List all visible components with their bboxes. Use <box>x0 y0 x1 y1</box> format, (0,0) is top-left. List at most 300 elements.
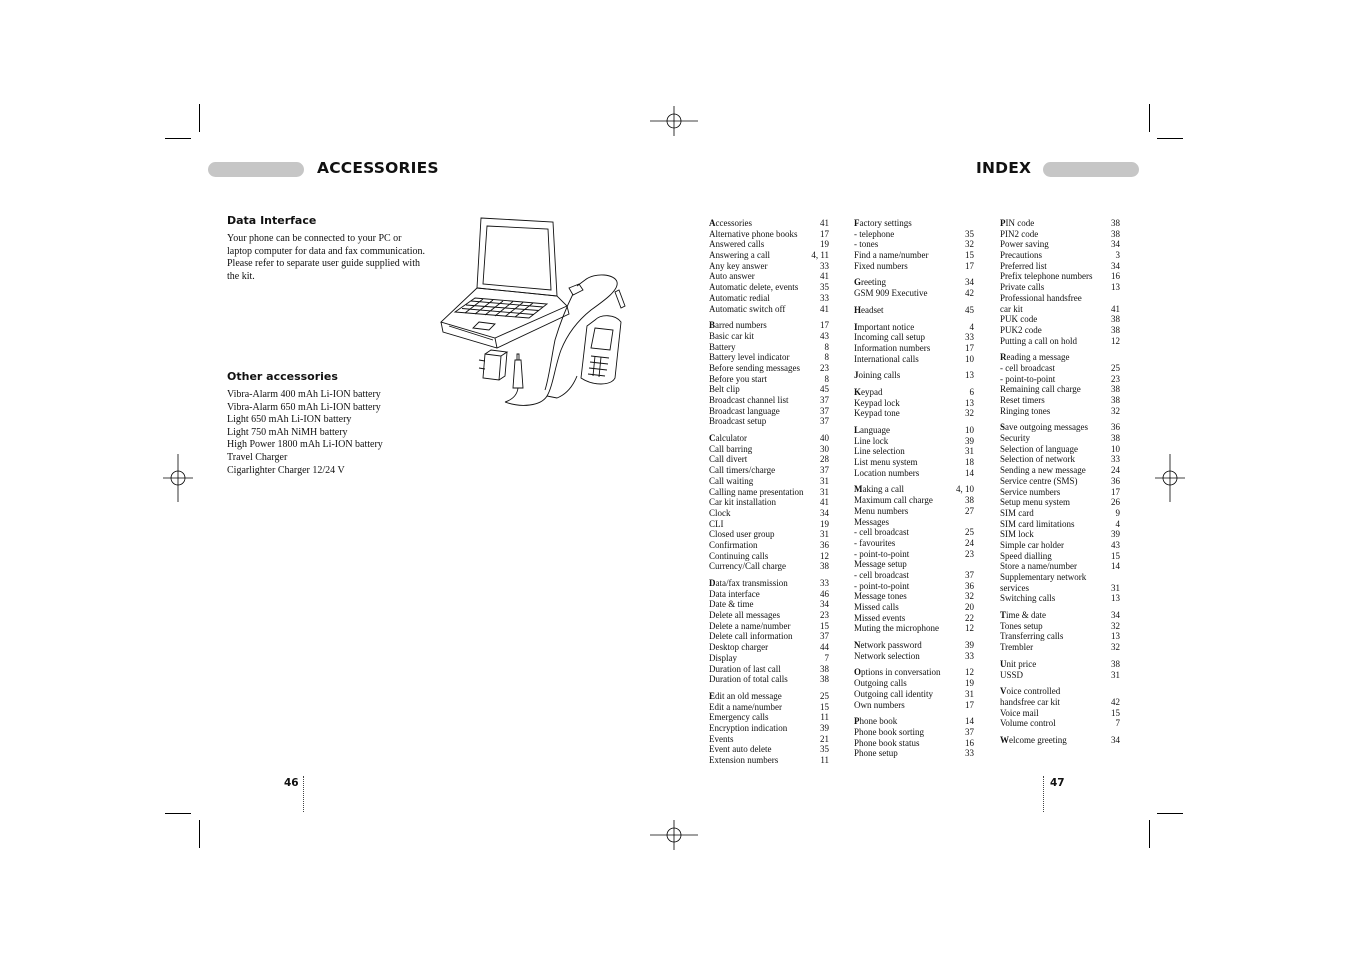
index-page-ref: 35 <box>965 228 974 239</box>
index-page-ref: 35 <box>820 744 829 755</box>
index-entry <box>1000 642 1120 653</box>
index-entry <box>709 702 829 713</box>
index-page-ref: 41 <box>1111 303 1120 314</box>
index-page-ref: 4 <box>969 321 974 332</box>
index-entry <box>709 406 829 417</box>
index-entry <box>709 250 829 261</box>
index-page-ref: 32 <box>1111 642 1120 653</box>
index-page-ref: 39 <box>1111 529 1120 540</box>
index-term: Barred numbers <box>709 320 767 331</box>
list-item: Cigarlighter Charger 12/24 V <box>227 464 345 476</box>
index-entry <box>854 538 974 549</box>
index-page-ref: 38 <box>1111 658 1120 669</box>
index-entry <box>709 664 829 675</box>
index-term: Extension numbers <box>709 755 779 765</box>
index-entry <box>1000 583 1120 594</box>
index-page-ref: 38 <box>820 561 829 572</box>
index-page-ref: 31 <box>820 529 829 540</box>
index-term: Display <box>709 652 737 663</box>
index-entry <box>709 218 829 229</box>
index-entry <box>709 444 829 455</box>
index-entry <box>709 497 829 508</box>
index-entry <box>854 354 974 365</box>
index-page-ref: 24 <box>965 537 974 548</box>
index-page-ref: 37 <box>965 569 974 580</box>
index-entry <box>709 465 829 476</box>
index-entry <box>1000 422 1120 433</box>
index-page-ref: 27 <box>965 505 974 516</box>
index-term: Factory settings <box>854 218 912 228</box>
index-term: Outgoing calls <box>854 678 907 689</box>
index-term: Edit a name/number <box>709 701 782 712</box>
index-page-ref: 35 <box>820 282 829 293</box>
index-term: Keypad tone <box>854 408 900 419</box>
index-entry <box>1000 735 1120 746</box>
index-entry <box>854 229 974 240</box>
index-page-ref: 36 <box>1111 475 1120 486</box>
index-term: Fixed numbers <box>854 260 908 271</box>
index-entry <box>709 395 829 406</box>
index-entry <box>854 727 974 738</box>
index-letter-group <box>854 425 974 478</box>
registration-mark-top <box>650 106 698 136</box>
index-term: Battery <box>709 341 736 352</box>
index-entry <box>1000 250 1120 261</box>
index-page-ref: 12 <box>965 667 974 678</box>
index-entry <box>709 293 829 304</box>
index-page-ref: 38 <box>820 663 829 674</box>
index-entry <box>1000 465 1120 476</box>
index-letter-group <box>1000 352 1120 416</box>
index-page-ref: 10 <box>1111 443 1120 454</box>
index-page-ref: 6 <box>969 386 974 397</box>
index-page-ref: 12 <box>820 550 829 561</box>
index-term: Precautions <box>1000 250 1042 261</box>
index-page-ref: 26 <box>1111 497 1120 508</box>
index-page-ref: 42 <box>965 288 974 299</box>
index-page-ref: 33 <box>965 332 974 343</box>
index-term: Basic car kit <box>709 330 754 341</box>
index-term: Messages <box>854 516 889 527</box>
index-term: PIN2 code <box>1000 228 1039 239</box>
index-entry <box>854 446 974 457</box>
index-term: services <box>1000 582 1029 593</box>
index-page-ref: 39 <box>965 640 974 651</box>
index-entry <box>1000 610 1120 621</box>
index-entry <box>854 322 974 333</box>
index-page-ref: 41 <box>820 303 829 314</box>
index-term: Line lock <box>854 435 889 446</box>
index-term: Unit price <box>1000 658 1037 669</box>
registration-mark-left <box>163 454 193 502</box>
index-entry <box>709 416 829 427</box>
index-term: Phone book status <box>854 737 920 748</box>
index-letter-group <box>1000 686 1120 729</box>
index-term: Call barring <box>709 443 753 454</box>
index-letter-group <box>854 716 974 759</box>
index-page-ref: 13 <box>1111 593 1120 604</box>
index-page-ref: 34 <box>1111 260 1120 271</box>
index-page-ref: 10 <box>965 353 974 364</box>
index-page-ref: 7 <box>824 652 829 663</box>
index-entry <box>709 331 829 342</box>
index-entry <box>1000 519 1120 530</box>
index-column-3 <box>1000 218 1120 752</box>
index-term: Menu numbers <box>854 505 909 516</box>
index-entry <box>709 723 829 734</box>
index-letter-group <box>709 320 829 427</box>
index-page-ref: 4 <box>1115 518 1120 529</box>
index-entry <box>709 691 829 702</box>
list-item: Vibra-Alarm 400 mAh Li-ION battery <box>227 389 381 400</box>
index-page-ref: 37 <box>820 395 829 405</box>
header-bar-left <box>208 162 304 177</box>
index-term: SIM card <box>1000 507 1034 518</box>
index-term: Answering a call <box>709 250 770 261</box>
index-page-ref: 33 <box>820 578 829 588</box>
index-term: Selection of network <box>1000 454 1075 465</box>
index-page-ref: 34 <box>820 507 829 518</box>
index-entry <box>709 631 829 642</box>
data-interface-line: the kit. <box>227 270 255 282</box>
index-page-ref: 38 <box>1111 324 1120 335</box>
data-interface-text <box>227 233 425 283</box>
index-entry <box>1000 686 1120 697</box>
index-term: CLI <box>709 518 724 529</box>
index-page-ref: 34 <box>1111 734 1120 745</box>
index-term: Location numbers <box>854 467 920 478</box>
index-term: Sending a new message <box>1000 465 1086 476</box>
index-entry <box>1000 304 1120 315</box>
index-page-ref: 8 <box>824 341 829 352</box>
index-letter-group <box>709 578 829 685</box>
index-term: Remaining call charge <box>1000 384 1081 395</box>
index-term: - point-to-point <box>1000 373 1056 384</box>
index-entry <box>1000 572 1120 583</box>
index-page-ref: 38 <box>1111 218 1120 228</box>
index-entry <box>709 734 829 745</box>
index-entry <box>1000 551 1120 562</box>
index-entry <box>1000 529 1120 540</box>
index-page-ref: 13 <box>965 397 974 408</box>
index-entry <box>854 716 974 727</box>
index-term: PUK code <box>1000 314 1038 325</box>
index-page-ref: 36 <box>1111 422 1120 433</box>
index-page-ref: 14 <box>965 467 974 478</box>
index-term: Automatic redial <box>709 292 770 303</box>
index-entry <box>709 551 829 562</box>
index-entry <box>1000 487 1120 498</box>
index-letter-group <box>1000 422 1120 604</box>
index-entry <box>709 363 829 374</box>
index-term: Information numbers <box>854 342 931 353</box>
index-term: Greeting <box>854 277 887 288</box>
index-term: Prefix telephone numbers <box>1000 271 1093 282</box>
index-entry <box>854 398 974 409</box>
index-page-ref: 37 <box>965 726 974 737</box>
data-interface-heading: Data Interface <box>227 214 317 227</box>
index-entry <box>1000 433 1120 444</box>
index-entry <box>1000 454 1120 465</box>
index-page-ref: 17 <box>965 260 974 271</box>
index-page-ref: 25 <box>1111 362 1120 373</box>
index-page-ref: 37 <box>820 465 829 476</box>
index-page-ref: 45 <box>965 304 974 315</box>
index-term: Currency/Call charge <box>709 561 787 572</box>
index-entry <box>854 689 974 700</box>
index-term: - tones <box>854 239 879 250</box>
index-term: - point-to-point <box>854 548 910 559</box>
index-page-ref: 4, 10 <box>956 484 974 495</box>
index-page-ref: 32 <box>1111 620 1120 631</box>
index-page-ref: 22 <box>965 612 974 623</box>
index-page-ref: 17 <box>1111 486 1120 497</box>
index-page-ref: 15 <box>1111 550 1120 561</box>
index-entry <box>854 305 974 316</box>
index-page-ref: 36 <box>820 539 829 550</box>
index-page-ref: 17 <box>820 228 829 239</box>
index-term: Data interface <box>709 588 760 599</box>
index-term: SIM card limitations <box>1000 518 1075 529</box>
index-term: Headset <box>854 304 884 315</box>
list-item: Light 750 mAh NiMH battery <box>227 426 348 438</box>
index-page-ref: 15 <box>820 620 829 631</box>
index-entry <box>854 370 974 381</box>
index-entry <box>1000 697 1120 708</box>
index-page-ref: 7 <box>1115 718 1120 729</box>
index-entry <box>1000 218 1120 229</box>
index-term: Ringing tones <box>1000 405 1051 416</box>
index-term: Keypad lock <box>854 397 900 408</box>
index-term: Service centre (SMS) <box>1000 475 1078 486</box>
index-term: Calling name presentation <box>709 486 804 497</box>
index-page-ref: 23 <box>820 610 829 621</box>
page-number-left: 46 <box>284 777 299 789</box>
index-page-ref: 23 <box>1111 373 1120 384</box>
index-term: Supplementary network <box>1000 572 1087 582</box>
index-page-ref: 33 <box>1111 454 1120 465</box>
index-column-1 <box>709 218 829 772</box>
index-page-ref: 39 <box>820 722 829 733</box>
index-entry <box>709 744 829 755</box>
index-letter-group <box>854 370 974 381</box>
list-item: High Power 1800 mAh Li-ION battery <box>227 439 383 451</box>
index-term: Encryption indication <box>709 722 788 733</box>
index-term: Phone book <box>854 716 898 727</box>
laptop-icon <box>441 218 569 348</box>
index-page-ref: 12 <box>965 623 974 634</box>
index-entry <box>709 578 829 589</box>
index-letter-group <box>1000 218 1120 346</box>
index-page-ref: 31 <box>965 688 974 699</box>
index-page-ref: 19 <box>820 239 829 250</box>
registration-mark-right <box>1155 454 1185 502</box>
index-page-ref: 40 <box>820 433 829 444</box>
index-term: Auto answer <box>709 271 755 282</box>
index-entry <box>854 559 974 570</box>
index-page-ref: 25 <box>820 690 829 701</box>
page-title-accessories: ACCESSORIES <box>317 159 439 177</box>
index-letter-group <box>854 640 974 661</box>
index-entry <box>1000 282 1120 293</box>
index-entry <box>709 589 829 600</box>
index-term: Transferring calls <box>1000 631 1064 642</box>
index-entry <box>709 271 829 282</box>
index-entry <box>709 320 829 331</box>
index-page-ref: 4, 11 <box>811 250 829 261</box>
index-page-ref: 19 <box>965 678 974 689</box>
index-page-ref: 38 <box>820 674 829 685</box>
index-entry <box>709 508 829 519</box>
index-entry <box>854 700 974 711</box>
index-term: Switching calls <box>1000 593 1056 604</box>
index-term: Muting the microphone <box>854 623 939 634</box>
index-entry <box>854 581 974 592</box>
index-term: Speed dialling <box>1000 550 1052 561</box>
index-term: Delete call information <box>709 631 793 642</box>
index-term: Security <box>1000 433 1030 444</box>
index-entry <box>709 352 829 363</box>
index-entry <box>854 495 974 506</box>
index-entry <box>1000 621 1120 632</box>
index-entry <box>1000 593 1120 604</box>
index-term: Keypad <box>854 386 883 397</box>
index-entry <box>1000 374 1120 385</box>
index-page-ref: 41 <box>820 271 829 282</box>
index-page-ref: 24 <box>1111 465 1120 476</box>
index-entry <box>709 712 829 723</box>
index-entry <box>854 261 974 272</box>
index-page-ref: 16 <box>965 737 974 748</box>
index-entry <box>854 387 974 398</box>
index-letter-group <box>854 277 974 298</box>
index-term: Accessories <box>709 218 752 228</box>
index-entry <box>854 343 974 354</box>
index-entry <box>854 591 974 602</box>
index-term: Language <box>854 425 890 435</box>
index-term: - cell broadcast <box>1000 362 1055 373</box>
index-term: Date & time <box>709 599 754 610</box>
index-entry <box>1000 497 1120 508</box>
index-letter-group <box>854 322 974 365</box>
index-term: Before sending messages <box>709 362 800 373</box>
index-entry <box>709 642 829 653</box>
index-page-ref: 31 <box>1111 669 1120 680</box>
travel-charger-icon <box>479 350 507 380</box>
index-page-ref: 33 <box>965 650 974 661</box>
index-entry <box>854 457 974 468</box>
index-entry <box>709 653 829 664</box>
index-entry <box>1000 384 1120 395</box>
index-page-ref: 31 <box>1111 582 1120 593</box>
index-term: Closed user group <box>709 529 775 540</box>
index-term: - favourites <box>854 537 896 548</box>
index-entry <box>1000 314 1120 325</box>
index-term: Broadcast channel list <box>709 395 789 405</box>
index-entry <box>854 613 974 624</box>
index-term: Service numbers <box>1000 486 1061 497</box>
index-entry <box>854 678 974 689</box>
data-interface-line: laptop computer for data and fax communication. <box>227 245 425 257</box>
index-entry <box>709 384 829 395</box>
index-term: Battery level indicator <box>709 352 790 363</box>
index-term: Belt clip <box>709 384 740 395</box>
index-entry <box>1000 508 1120 519</box>
index-term: Phone setup <box>854 748 898 759</box>
index-letter-group <box>1000 610 1120 653</box>
index-term: List menu system <box>854 457 918 468</box>
index-entry <box>709 239 829 250</box>
index-entry <box>854 484 974 495</box>
index-page-ref: 8 <box>824 373 829 384</box>
index-entry <box>1000 476 1120 487</box>
index-term: Reset timers <box>1000 395 1045 405</box>
index-term: Important notice <box>854 321 915 332</box>
index-term: Network selection <box>854 650 920 661</box>
data-interface-line: Please refer to separate user guide supplied with <box>227 258 420 270</box>
index-letter-group <box>709 433 829 572</box>
index-term: Duration of last call <box>709 663 781 674</box>
index-page-ref: 32 <box>965 239 974 250</box>
index-entry <box>1000 336 1120 347</box>
index-page-ref: 13 <box>1111 282 1120 293</box>
index-entry <box>1000 271 1120 282</box>
index-page-ref: 37 <box>820 416 829 427</box>
index-letter-group <box>854 484 974 634</box>
index-entry <box>854 332 974 343</box>
index-page-ref: 17 <box>820 320 829 331</box>
index-entry <box>854 527 974 538</box>
index-term: - point-to-point <box>854 580 910 591</box>
index-entry <box>854 425 974 436</box>
index-page-ref: 17 <box>965 342 974 353</box>
index-term: USSD <box>1000 669 1024 680</box>
accessories-illustration <box>435 210 635 415</box>
index-term: Alternative phone books <box>709 228 798 239</box>
index-page-ref: 11 <box>820 755 829 765</box>
index-entry <box>709 304 829 315</box>
index-term: Simple car holder <box>1000 539 1064 550</box>
index-term: Find a name/number <box>854 250 929 261</box>
index-page-ref: 15 <box>820 701 829 712</box>
index-entry <box>709 540 829 551</box>
index-term: Incoming call setup <box>854 332 925 343</box>
index-page-ref: 31 <box>820 486 829 497</box>
index-term: Welcome greeting <box>1000 734 1067 745</box>
index-term: - telephone <box>854 228 895 239</box>
index-page-ref: 16 <box>1111 271 1120 282</box>
header-bar-right <box>1043 162 1139 177</box>
index-entry <box>1000 670 1120 681</box>
index-entry <box>709 454 829 465</box>
index-term: Missed calls <box>854 602 899 612</box>
index-term: Trembler <box>1000 642 1034 653</box>
index-page-ref: 38 <box>1111 384 1120 395</box>
index-letter-group <box>709 691 829 766</box>
index-term: Network password <box>854 640 922 651</box>
index-term: Desktop charger <box>709 642 769 653</box>
index-term: Time & date <box>1000 610 1047 621</box>
index-term: Automatic delete, events <box>709 282 799 293</box>
index-column-2 <box>854 218 974 765</box>
index-entry <box>709 433 829 444</box>
index-entry <box>709 561 829 572</box>
index-entry <box>1000 631 1120 642</box>
index-page-ref: 36 <box>965 580 974 591</box>
index-entry <box>854 640 974 651</box>
cigarette-lighter-charger-icon <box>505 354 523 402</box>
index-term: Edit an old message <box>709 690 782 701</box>
